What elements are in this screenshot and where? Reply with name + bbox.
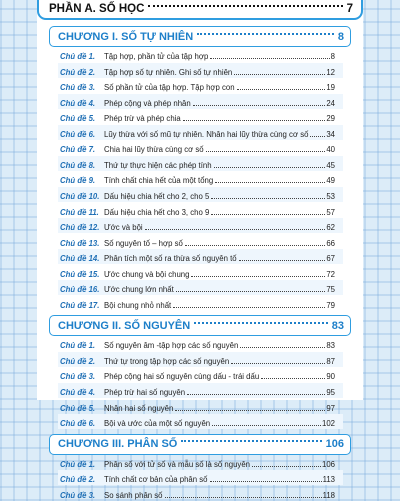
leader-dots: [231, 363, 325, 364]
topic-number: Chủ đề 6.: [60, 419, 96, 429]
topic-page: 102: [321, 419, 335, 429]
leader-dots: [183, 120, 326, 121]
topic-title: Số nguyên tố – hợp số: [104, 238, 183, 248]
part-page: 7: [346, 3, 353, 15]
leader-dots: [193, 105, 326, 106]
topic-number: Chủ đề 17.: [60, 300, 100, 310]
topic-title: Dấu hiệu chia hết cho 2, cho 5: [104, 191, 210, 201]
leader-dots: [240, 347, 325, 348]
topic-title: Phân số với tử số và mẫu số là số nguyên: [104, 459, 250, 469]
topic-title: Chia hai lũy thừa cùng cơ số: [104, 145, 204, 155]
topic-title: Dấu hiệu chia hết cho 3, cho 9: [104, 207, 210, 217]
toc-entry[interactable]: [60, 234, 335, 249]
toc-entry[interactable]: [58, 94, 343, 109]
toc-entry[interactable]: [58, 280, 343, 295]
topic-page: 19: [326, 83, 335, 93]
topic-page: 12: [326, 67, 335, 77]
toc-entry[interactable]: [60, 203, 335, 218]
chapter-heading-1[interactable]: [49, 26, 351, 47]
chapter-page: 8: [337, 30, 344, 43]
toc-entry[interactable]: [60, 140, 335, 155]
leader-dots: [175, 410, 325, 411]
topic-number: Chủ đề 3.: [60, 372, 96, 382]
topic-number: Chủ đề 12.: [60, 223, 100, 233]
topic-number: Chủ đề 3.: [60, 83, 96, 93]
topic-number: Chủ đề 6.: [60, 129, 96, 139]
topic-page: 57: [326, 207, 335, 217]
toc-entry[interactable]: [60, 296, 335, 311]
topic-title: Phân tích một số ra thừa số nguyên tố: [104, 254, 237, 264]
toc-entry[interactable]: [60, 455, 335, 470]
leader-dots: [145, 229, 326, 230]
leader-dots: [252, 466, 321, 467]
chapter-heading-2[interactable]: [49, 315, 351, 336]
chapter-page: 106: [325, 438, 344, 451]
topic-title: Bội và ước của một số nguyên: [104, 419, 211, 429]
part-heading[interactable]: [37, 0, 363, 20]
topic-page: 113: [322, 475, 335, 485]
toc-entry[interactable]: [60, 171, 335, 186]
topic-title: Ước chung lớn nhất: [104, 285, 174, 295]
leader-dots: [215, 182, 325, 183]
leader-dots: [234, 74, 325, 75]
topic-page: 87: [326, 356, 335, 366]
topic-title: Ước và bội: [104, 223, 143, 233]
topic-page: 75: [326, 285, 335, 295]
leader-dots: [310, 136, 325, 137]
toc-entry[interactable]: [58, 187, 343, 202]
leader-dots: [206, 151, 326, 152]
topic-page: 118: [322, 490, 335, 500]
toc-entry[interactable]: [60, 265, 335, 280]
topic-number: Chủ đề 4.: [60, 388, 96, 397]
topic-number: Chủ đề 2.: [60, 475, 96, 485]
chapter-heading-3[interactable]: [49, 434, 351, 455]
topic-title: Tập hợp, phần tử của tập hợp: [104, 52, 209, 61]
chapter-title: CHƯƠNG I. SỐ TỰ NHIÊN: [58, 30, 194, 43]
topic-number: Chủ đề 1.: [60, 459, 96, 469]
topic-page: 45: [326, 160, 335, 170]
leader-dots: [165, 497, 322, 498]
topic-number: Chủ đề 13.: [60, 238, 100, 248]
chapter-title: CHƯƠNG II. SỐ NGUYÊN: [58, 319, 191, 332]
toc-entry[interactable]: [58, 156, 343, 171]
toc-entry[interactable]: [58, 414, 343, 429]
topic-page: 62: [326, 223, 335, 233]
leader-dots: [239, 260, 326, 261]
topic-page: 97: [326, 403, 335, 413]
chapter-page: 83: [331, 319, 344, 332]
topic-title: Phép trừ và phép chia: [104, 114, 181, 124]
toc-entry[interactable]: [58, 249, 343, 264]
topic-number: Chủ đề 11.: [60, 207, 99, 217]
topic-number: Chủ đề 10.: [60, 191, 100, 201]
leader-dots: [211, 198, 325, 199]
topic-title: Tính chất chia hết của một tổng: [104, 176, 214, 186]
topic-title: Phép trừ hai số nguyên: [104, 388, 186, 397]
leader-dots: [187, 394, 325, 395]
leader-dots: [210, 481, 322, 482]
topic-page: 106: [321, 459, 335, 469]
leader-dots: [148, 5, 342, 7]
topic-page: 79: [326, 300, 335, 310]
leader-dots: [211, 214, 325, 215]
topic-title: Nhân hai số nguyên: [104, 403, 174, 413]
topic-page: 90: [326, 372, 335, 382]
leader-dots: [210, 58, 329, 59]
topic-number: Chủ đề 1.: [60, 341, 96, 351]
topic-number: Chủ đề 4.: [60, 98, 96, 108]
topic-number: Chủ đề 3.: [60, 490, 96, 500]
part-title: PHẦN A. SỐ HỌC: [49, 3, 145, 15]
topic-title: Phép cộng hai số nguyên cùng dấu - trái dấu: [104, 372, 260, 382]
topic-number: Chủ đề 8.: [60, 160, 96, 170]
topic-number: Chủ đề 16.: [60, 285, 100, 295]
topic-number: Chủ đề 5.: [60, 114, 96, 124]
topic-number: Chủ đề 5.: [60, 403, 96, 413]
topic-title: So sánh phân số: [104, 490, 163, 500]
topic-number: Chủ đề 9.: [60, 176, 96, 186]
toc-entry[interactable]: [58, 352, 343, 367]
topic-page: 8: [330, 52, 335, 61]
leader-dots: [261, 378, 325, 379]
leader-dots: [173, 307, 325, 308]
leader-dots: [237, 89, 326, 90]
leader-dots: [181, 440, 321, 442]
leader-dots: [194, 322, 328, 324]
topic-number: Chủ đề 14.: [60, 254, 100, 264]
topic-title: Số phần tử của tập hợp. Tập hợp con: [104, 83, 235, 93]
topic-title: Số nguyên âm -tập hợp các số nguyên: [104, 341, 239, 351]
toc-entry[interactable]: [58, 470, 343, 485]
topic-page: 83: [326, 341, 335, 351]
toc-entry[interactable]: [60, 78, 335, 93]
leader-dots: [185, 245, 326, 246]
leader-dots: [214, 167, 326, 168]
leader-dots: [212, 425, 321, 426]
topic-page: 66: [326, 238, 335, 248]
toc-entry[interactable]: [60, 399, 335, 414]
topic-title: Thứ tự thực hiện các phép tính: [104, 160, 212, 170]
toc-entry[interactable]: [58, 125, 343, 140]
topic-title: Bội chung nhỏ nhất: [104, 300, 172, 310]
topic-page: 72: [326, 269, 335, 279]
topic-page: 29: [326, 114, 335, 124]
topic-page: 40: [326, 145, 335, 155]
leader-dots: [197, 33, 334, 35]
topic-page: 95: [326, 388, 335, 397]
toc-entry[interactable]: [60, 367, 335, 382]
toc-entry[interactable]: [60, 336, 335, 351]
topic-number: Chủ đề 2.: [60, 67, 96, 77]
topic-title: Tính chất cơ bản của phân số: [104, 475, 208, 485]
topic-title: Phép cộng và phép nhân: [104, 98, 191, 108]
toc-entry[interactable]: [58, 63, 343, 78]
topic-title: Tập hợp số tự nhiên. Ghi số tự nhiên: [104, 67, 233, 77]
topic-page: 49: [326, 176, 335, 186]
topic-title: Lũy thừa với số mũ tự nhiên. Nhân hai lũy thừa cùng cơ số: [104, 129, 309, 139]
topic-number: Chủ đề 7.: [60, 145, 96, 155]
toc-entry[interactable]: [60, 109, 335, 124]
topic-title: Ước chung và bội chung: [104, 269, 190, 279]
topic-page: 34: [326, 129, 335, 139]
topic-number: Chủ đề 2.: [60, 356, 96, 366]
topic-page: 53: [326, 191, 335, 201]
toc-entry[interactable]: [58, 383, 343, 398]
topic-page: 67: [326, 254, 335, 264]
toc-entry[interactable]: [60, 486, 335, 501]
toc-entry[interactable]: [58, 218, 343, 233]
toc-entry[interactable]: [60, 47, 335, 62]
topic-title: Thứ tự trong tập hợp các số nguyên: [104, 356, 230, 366]
leader-dots: [191, 276, 325, 277]
chapter-title: CHƯƠNG III. PHÂN SỐ: [58, 438, 178, 451]
topic-number: Chủ đề 1.: [60, 52, 96, 61]
leader-dots: [176, 291, 326, 292]
topic-number: Chủ đề 15.: [60, 269, 100, 279]
topic-page: 24: [326, 98, 335, 108]
